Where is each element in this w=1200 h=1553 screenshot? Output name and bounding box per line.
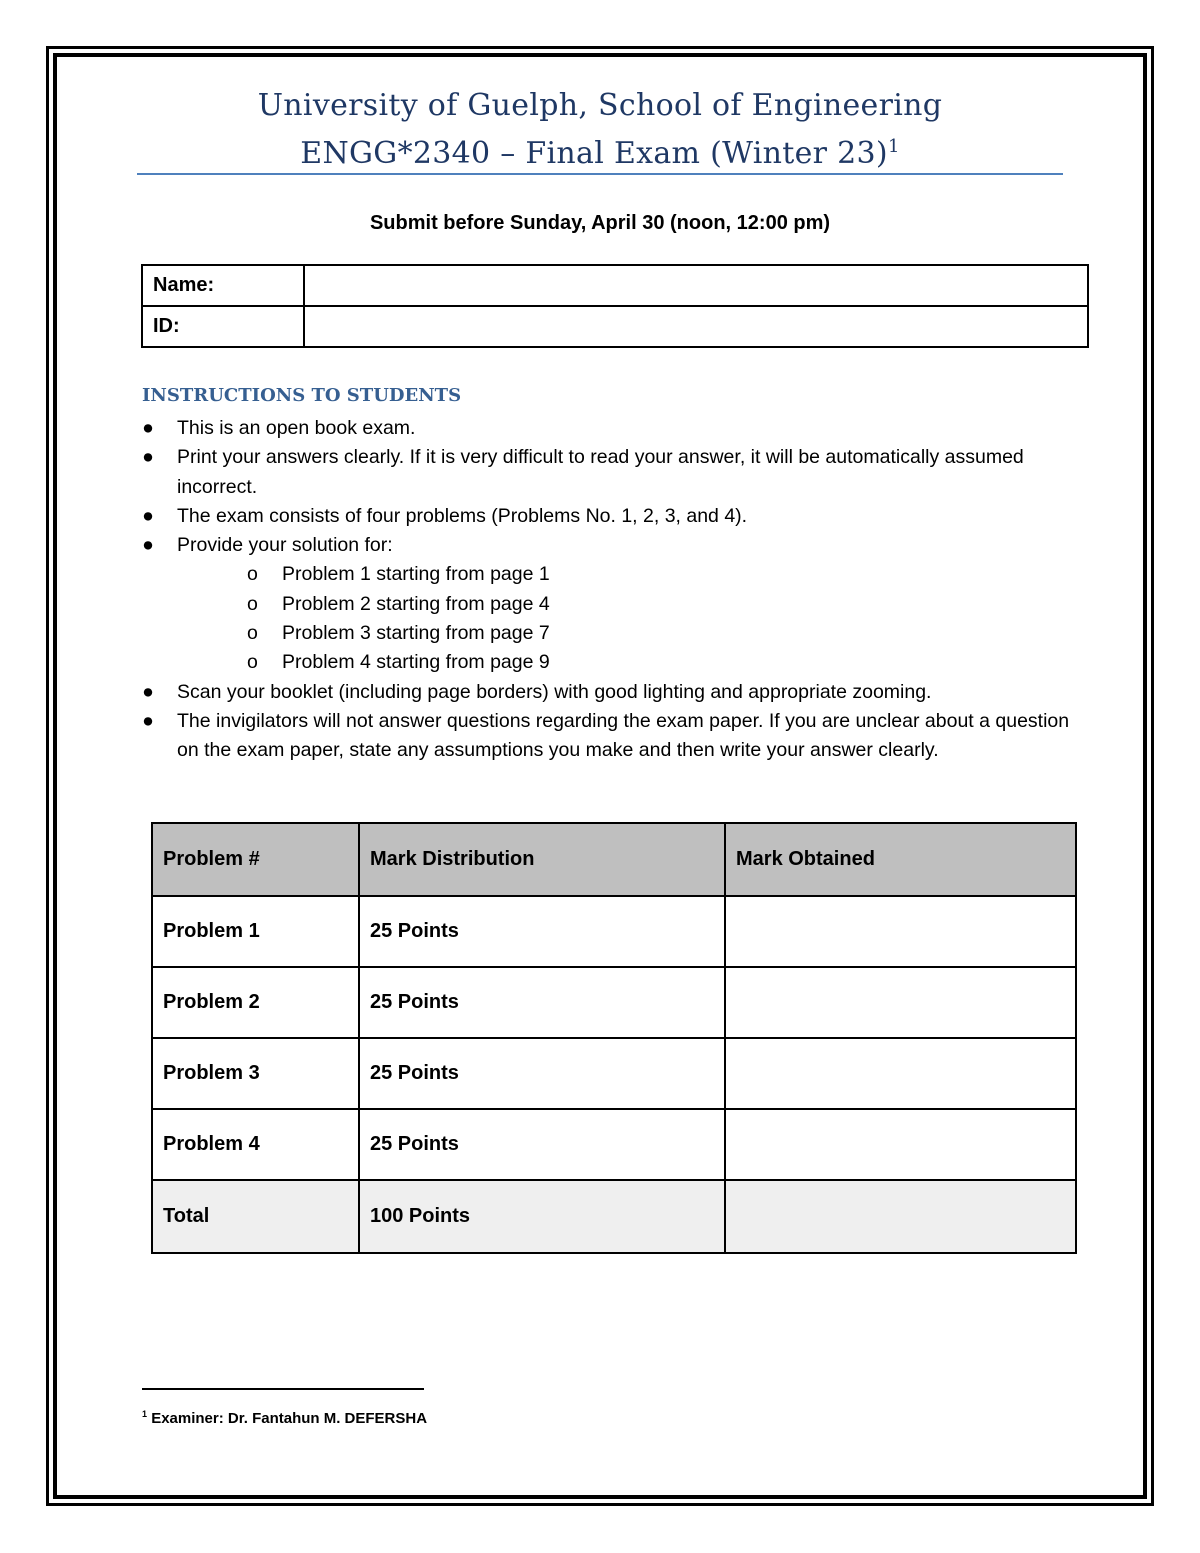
page-title-course — [138, 127, 1062, 174]
problem-cell: Problem 1 — [152, 896, 359, 967]
table-row — [152, 896, 1076, 967]
obtained-cell[interactable] — [725, 1038, 1076, 1109]
sub-item-text: Problem 3 starting from page 7 — [282, 622, 550, 645]
name-row — [142, 265, 1088, 306]
instructions-list — [142, 414, 1072, 766]
id-row — [142, 306, 1088, 347]
page-title-university: University of Guelph, School of Engineering — [257, 88, 943, 123]
footnote-divider — [142, 1388, 424, 1390]
instruction-text: This is an open book exam. — [177, 417, 416, 439]
list-item — [142, 414, 1072, 443]
total-distribution: 100 Points — [359, 1180, 725, 1253]
bullet-icon: ● — [142, 680, 154, 703]
column-header: Mark Obtained — [725, 823, 1076, 896]
id-field[interactable] — [304, 306, 1088, 347]
sub-list-item — [142, 560, 1072, 589]
circle-bullet-icon: o — [247, 651, 258, 674]
distribution-cell: 25 Points — [359, 1038, 725, 1109]
table-row — [152, 1109, 1076, 1180]
instruction-text: Print your answers clearly. If it is very difficult to read your answer, it will be automatically assumed incorrect. — [177, 446, 1024, 498]
obtained-cell[interactable] — [725, 1109, 1076, 1180]
footnote-text: Examiner: Dr. Fantahun M. DEFERSHA — [151, 1410, 428, 1427]
bullet-icon: ● — [142, 709, 154, 732]
footnote — [142, 1404, 427, 1429]
id-label: ID: — [142, 306, 304, 347]
distribution-cell: 25 Points — [359, 896, 725, 967]
instruction-text: Provide your solution for: — [177, 534, 393, 557]
distribution-cell: 25 Points — [359, 967, 725, 1038]
problem-cell: Problem 3 — [152, 1038, 359, 1109]
obtained-cell[interactable] — [725, 896, 1076, 967]
name-field[interactable] — [304, 265, 1088, 306]
total-label: Total — [152, 1180, 359, 1253]
list-item — [142, 678, 1072, 707]
total-obtained[interactable] — [725, 1180, 1076, 1253]
circle-bullet-icon: o — [247, 592, 258, 615]
course-title-text: ENGG*2340 – Final Exam (Winter 23) — [300, 136, 888, 171]
circle-bullet-icon: o — [247, 622, 258, 645]
name-label: Name: — [142, 265, 304, 306]
submit-deadline: Submit before Sunday, April 30 (noon, 12:00 pm) — [369, 212, 831, 234]
bullet-icon: ● — [142, 417, 154, 439]
circle-bullet-icon: o — [247, 563, 258, 586]
instruction-text: The exam consists of four problems (Problems No. 1, 2, 3, and 4). — [177, 504, 748, 527]
list-item — [142, 502, 1072, 531]
sub-list-item — [142, 648, 1072, 677]
table-row — [152, 967, 1076, 1038]
total-row — [152, 1180, 1076, 1253]
instruction-text: The invigilators will not answer questions regarding the exam paper. If you are unclear about a question on the exam paper, state any assumptions you make and then write your answer clearly. — [177, 709, 1070, 762]
table-row — [152, 1038, 1076, 1109]
sub-item-text: Problem 4 starting from page 9 — [282, 651, 550, 674]
column-header: Problem # — [152, 823, 359, 896]
marks-table — [151, 822, 1077, 1254]
list-item — [142, 707, 1072, 766]
list-item — [142, 531, 1072, 560]
sub-item-text: Problem 2 starting from page 4 — [282, 592, 550, 615]
instruction-text: Scan your booklet (including page borders) with good lighting and appropriate zooming. — [177, 680, 932, 703]
column-header: Mark Distribution — [359, 823, 725, 896]
title-footnote-mark: 1 — [887, 136, 900, 157]
table-header-row — [152, 823, 1076, 896]
title-divider — [137, 173, 1063, 175]
bullet-icon: ● — [142, 504, 154, 527]
footnote-mark: 1 — [142, 1409, 148, 1419]
list-item — [142, 443, 1072, 502]
bullet-icon: ● — [142, 446, 154, 469]
sub-list-item — [142, 619, 1072, 648]
sub-item-text: Problem 1 starting from page 1 — [282, 563, 550, 586]
distribution-cell: 25 Points — [359, 1109, 725, 1180]
problem-cell: Problem 4 — [152, 1109, 359, 1180]
sub-list-item — [142, 590, 1072, 619]
instructions-heading: INSTRUCTIONS TO STUDENTS — [142, 385, 462, 406]
problem-cell: Problem 2 — [152, 967, 359, 1038]
bullet-icon: ● — [142, 534, 154, 557]
student-id-table — [141, 264, 1089, 348]
obtained-cell[interactable] — [725, 967, 1076, 1038]
